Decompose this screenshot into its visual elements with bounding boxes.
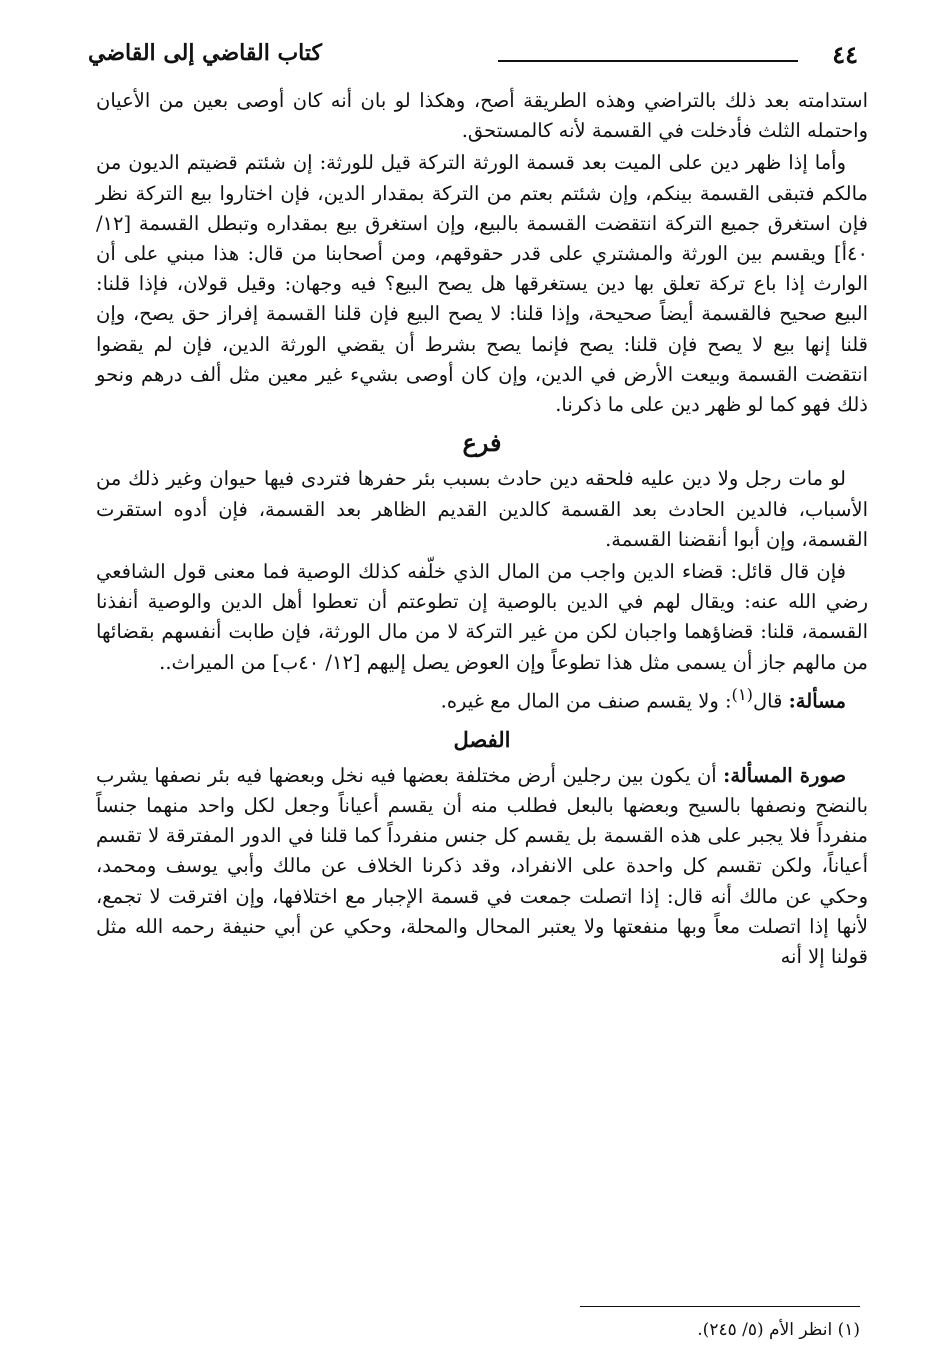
- section-heading: فرع: [462, 428, 502, 458]
- paragraph: [96, 761, 868, 972]
- issue-label: صورة المسألة:: [723, 763, 846, 787]
- paragraph-text: قال: [752, 689, 789, 713]
- issue-label: مسألة:: [788, 689, 846, 713]
- paragraph: وأما إذا ظهر دين على الميت بعد قسمة الورثة التركة قيل للورثة: إن شئتم قضيتم الديون من مالكم فتبقى القسمة بينكم، وإن شئتم بعتم من التركة بمقدار الدين، فإن اختاروا بيع التركة نظر فإن استغرق جميع التركة انتقضت القسمة بالبيع، وإن استغرق بيع بمقداره وتبطل القسمة [١٢/ ٤٠أ] ويقسم بين الورثة والمشتري على قدر حقوقهم، ومن أصحابنا من قال: هذا مبني على أن الوارث إذا باع تركة تعلق بها دين يستغرقها هل يصح البيع؟ فيه وجهان: وقيل قولان، فإذا قلنا: البيع صحيح فالقسمة أيضاً صحيحة، وإذا قلنا: لا يصح البيع فإن قلنا القسمة إفراز حق يصح، وإن قلنا إنها بيع لا يصح فإن قلنا: يصح فإنما يصح بشرط أن يقضي الورثة الدين، فإن لم يقضوا انتقضت القسمة وبيعت الأرض في الدين، وإن كان أوصى بشيء غير معين مثل ألف درهم ونحو ذلك فهو كما لو ظهر دين على ما ذكرنا.: [96, 151, 868, 417]
- header-rule: [498, 60, 798, 62]
- paragraph: لو مات رجل ولا دين عليه فلحقه دين حادث بسبب بئر حفرها فتردى فيها حيوان وغير ذلك من الأسباب، فالدين الحادث بعد القسمة كالدين القديم الظاهر بعد القسمة، فإن أدوه استقرت القسمة، وإن أبوا أنقضنا القسمة.: [96, 467, 868, 551]
- paragraph-text: أن يكون بين رجلين أرض مختلفة بعضها فيه نخل وبعضها فيه بئر نصفها يشرب بالنضح ونصفها بالسيح وبعضها بالبعل فطلب منه أن يقسم أعياناً وجعل لكل واحد منهما جنساً منفرداً فلا يجبر على هذه القسمة بل يقسم كل جنس منفرداً كما قلنا في الدور المفترقة لا تقسم أعياناً، ولكن تقسم كل واحدة على الانفراد، وقد ذكرنا الخلاف عن مالك وأبي يوسف ومحمد، وحكي عن مالك أنه قال: إذا اتصلت جمعت في قسمة الإجبار مع اختلافها، وإن افترقت لا تجمع، لأنها إذا اتصلت معاً وبها منفعتها ولا يعتبر المحال والمحلة، وحكي عن أبي حنيفة رحمه الله مثل قولنا إلا أنه: [96, 763, 868, 968]
- body-text: [96, 86, 868, 974]
- paragraph: استدامته بعد ذلك بالتراضي وهذه الطريقة أصح، وهكذا لو بان أنه كان أوصى بعين من الأعيان واحتمله الثلث فأدخلت في القسمة لأنه كالمستحق.: [96, 89, 868, 143]
- page-number: ٤٤: [832, 40, 858, 69]
- book-title: كتاب القاضي إلى القاضي: [88, 40, 322, 66]
- footnote: (١) انظر الأم (٥/ ٢٤٥).: [697, 1320, 860, 1340]
- paragraph: [96, 680, 868, 717]
- footnote-rule: [580, 1306, 860, 1307]
- page-header: [88, 36, 858, 76]
- section-heading: الفصل: [453, 726, 511, 752]
- paragraph-text: : ولا يقسم صنف من المال مع غيره.: [440, 689, 732, 713]
- footnote-ref: (١): [731, 684, 753, 704]
- paragraph: فإن قال قائل: قضاء الدين واجب من المال الذي خلّفه كذلك الوصية فما معنى قول الشافعي رضي الله عنه: ويقال لهم في الدين بالوصية إن تطوعتم أن تعطوا أهل الدين والوصية أنفذنا القسمة، قلنا: قضاؤهما واجبان لكن من غير التركة لا من مال الورثة، فإن طابت أنفسهم بقضائها من مالهم جاز أن يسمى مثل هذا تطوعاً وإن العوض يصل إليهم [١٢/ ٤٠ب] من الميراث..: [96, 560, 868, 674]
